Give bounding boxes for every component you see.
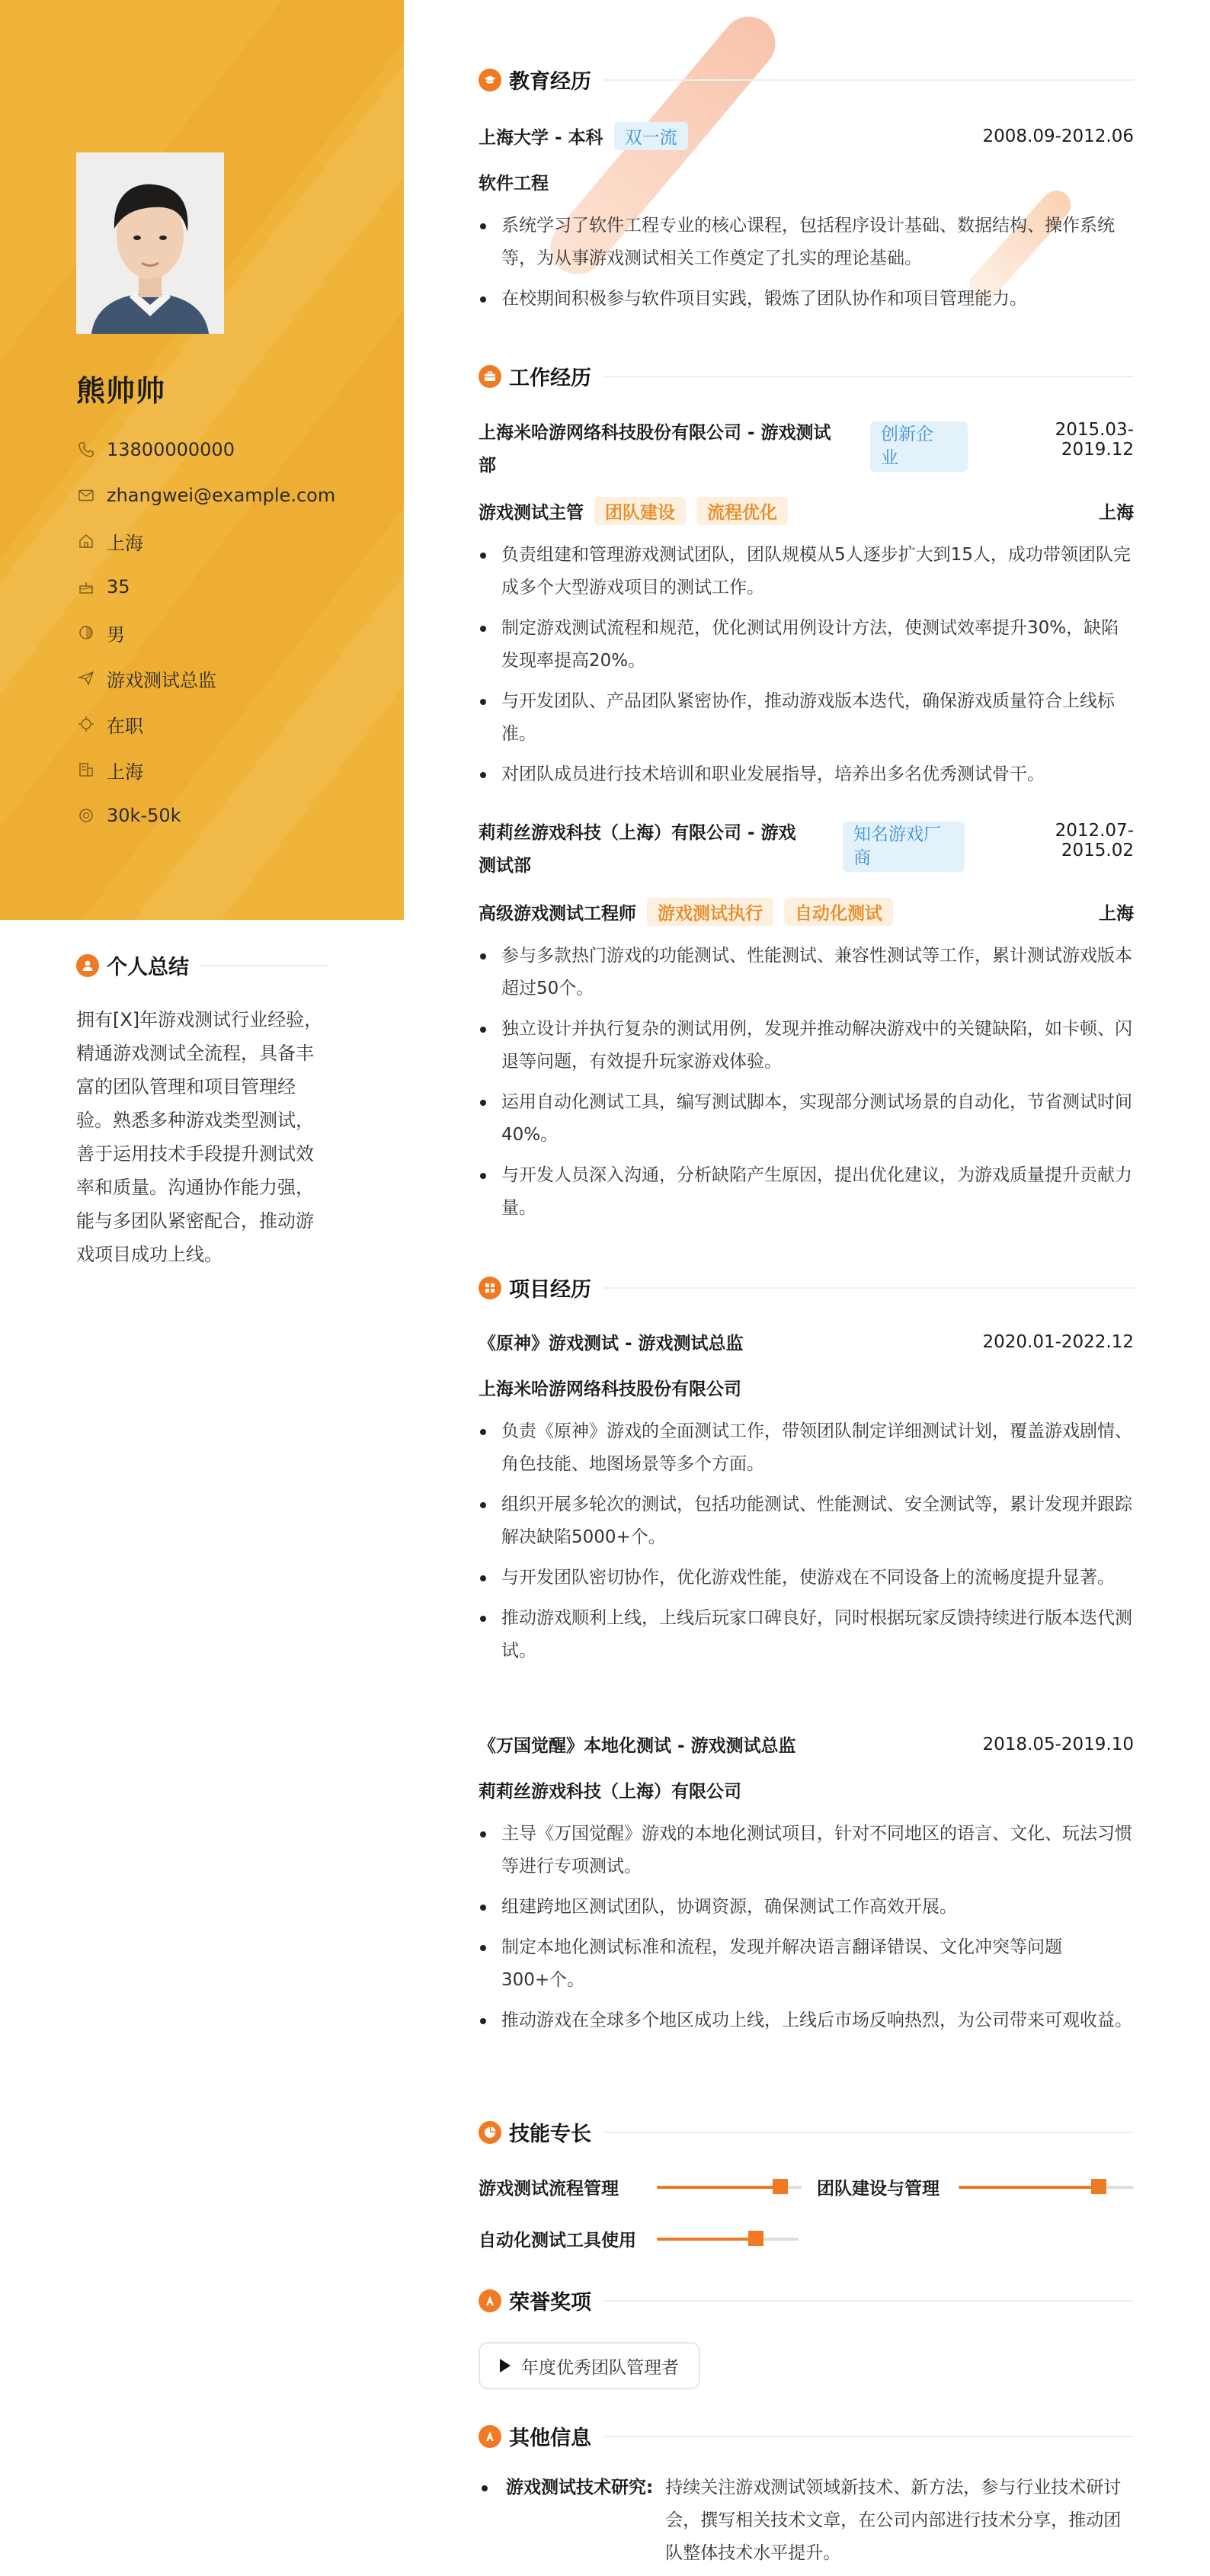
location-text: 上海 xyxy=(107,532,143,554)
other-text: 持续关注游戏测试领域新技术、新方法，参与行业技术研讨会，撰写相关技术文章，在公司内部进行技术分享，推动团队整体技术水平提升。 xyxy=(665,2478,1122,2563)
user-icon xyxy=(76,954,99,977)
company-tag-line: 业 xyxy=(881,448,898,468)
job-bullets xyxy=(479,539,1134,799)
info-phone xyxy=(76,427,396,473)
job-role-row xyxy=(479,898,1134,926)
list-item: 与开发人员深入沟通，分析缺陷产生原因，提出优化建议，为游戏质量提升贡献力量。 xyxy=(479,1159,1134,1225)
project-header-row xyxy=(479,1329,1134,1354)
major-row xyxy=(479,169,1134,194)
divider xyxy=(603,2300,1134,2302)
send-icon xyxy=(76,668,96,688)
education-bullets xyxy=(479,210,1134,323)
contact-info-list xyxy=(76,427,396,838)
skill-bar-fill xyxy=(959,2186,1099,2189)
project-company-row xyxy=(479,1777,1134,1802)
skill-bar xyxy=(959,2186,1134,2189)
job-role-row xyxy=(479,497,1134,525)
major: 软件工程 xyxy=(479,174,549,194)
list-item: 运用自动化测试工具，编写测试脚本，实现部分测试场景的自动化，节省测试时间40%。 xyxy=(479,1086,1134,1152)
info-email xyxy=(76,473,396,518)
list-item: 制定游戏测试流程和规范，优化测试用例设计方法，使测试效率提升30%，缺陷发现率提高20%。 xyxy=(479,612,1134,678)
skill-tag: 团队建设 xyxy=(594,497,686,525)
education-date: 2008.09-2012.06 xyxy=(982,126,1134,146)
honors-title: 荣誉奖项 xyxy=(509,2291,591,2315)
education-header-row xyxy=(479,122,1134,150)
divider xyxy=(603,376,1134,377)
skill-bar-fill xyxy=(657,2238,756,2241)
project-date: 2020.01-2022.12 xyxy=(982,1331,1134,1352)
briefcase-icon xyxy=(479,365,501,388)
list-item: 与开发团队密切协作，优化游戏性能，使游戏在不同设备上的流畅度提升显著。 xyxy=(479,1562,1134,1594)
list-item: 主导《万国觉醒》游戏的本地化测试项目，针对不同地区的语言、文化、玩法习惯等进行专项测试。 xyxy=(479,1818,1134,1883)
skill-tag: 流程优化 xyxy=(696,497,788,525)
divider xyxy=(603,1287,1134,1289)
job-company-line: 莉莉丝游戏科技（上海）有限公司 - 游戏 xyxy=(479,823,796,843)
info-location xyxy=(76,518,396,564)
gender-text: 男 xyxy=(107,623,125,646)
school-tag: 双一流 xyxy=(614,122,688,150)
projects-section-header xyxy=(479,1273,1134,1302)
job-date: 2015.03-2019.12 xyxy=(1055,420,1134,460)
info-icon xyxy=(479,2425,501,2448)
skill-item xyxy=(479,2226,799,2251)
graduation-cap-icon xyxy=(479,69,501,91)
list-item: 制定本地化测试标准和流程，发现并解决语言翻译错误、文化冲突等问题300+个。 xyxy=(479,1931,1134,1997)
summary-title: 个人总结 xyxy=(107,956,189,979)
school-name: 上海大学 - 本科 xyxy=(479,128,603,148)
grid-icon xyxy=(479,1277,501,1299)
phone-icon xyxy=(76,440,96,460)
age-text: 35 xyxy=(107,576,130,598)
building-icon xyxy=(76,760,96,780)
company-tag xyxy=(870,421,968,472)
projects-title: 项目经历 xyxy=(509,1278,591,1302)
company-tag-line: 创新企 xyxy=(881,425,933,444)
cake-icon xyxy=(76,577,96,597)
job-company-line: 测试部 xyxy=(479,856,531,876)
mail-icon xyxy=(76,485,96,505)
divider xyxy=(603,2132,1134,2133)
skill-bar-knob xyxy=(1091,2179,1106,2194)
job-company-line: 上海米哈游网络科技股份有限公司 - 游戏测试 xyxy=(479,423,831,443)
education-section-header xyxy=(479,65,1134,95)
skill-bar-knob xyxy=(748,2231,763,2246)
honors-section-header xyxy=(479,2286,1134,2315)
bullet xyxy=(482,2485,488,2491)
list-item: 参与多款热门游戏的功能测试、性能测试、兼容性测试等工作，累计测试游戏版本超过50个。 xyxy=(479,940,1134,1005)
skills-section-header xyxy=(479,2117,1134,2147)
list-item: 组建跨地区测试团队，协调资源，确保测试工作高效开展。 xyxy=(479,1891,1134,1924)
project-name: 《万国觉醒》本地化测试 - 游戏测试总监 xyxy=(479,1736,796,1756)
project-bullets xyxy=(479,1818,1134,2045)
skill-item xyxy=(817,2174,1134,2200)
project-date: 2018.05-2019.10 xyxy=(982,1734,1134,1754)
project-name: 《原神》游戏测试 - 游戏测试总监 xyxy=(479,1334,744,1354)
company-tag xyxy=(843,822,965,872)
award-label: 年度优秀团队管理者 xyxy=(521,2357,679,2378)
info-city xyxy=(76,747,396,793)
summary-section-header xyxy=(76,950,328,980)
project-company: 莉莉丝游戏科技（上海）有限公司 xyxy=(479,1782,741,1802)
info-status xyxy=(76,701,396,747)
position-text: 游戏测试总监 xyxy=(107,669,216,691)
skill-bar-knob xyxy=(773,2179,788,2194)
project-header-row xyxy=(479,1732,1134,1757)
play-icon xyxy=(500,2359,511,2373)
divider xyxy=(603,79,1134,81)
other-item xyxy=(479,2472,1134,2570)
skill-bar xyxy=(657,2186,802,2189)
list-item: 负责《原神》游戏的全面测试工作，带领团队制定详细测试计划，覆盖游戏剧情、角色技能、地图场景等多个方面。 xyxy=(479,1415,1134,1481)
salary-icon xyxy=(76,806,96,825)
salary-text: 30k-50k xyxy=(107,805,181,826)
job-role: 游戏测试主管 xyxy=(479,503,584,523)
avatar-illustration xyxy=(76,152,224,334)
skill-item xyxy=(479,2174,802,2200)
list-item: 推动游戏顺利上线，上线后玩家口碑良好，同时根据玩家反馈持续进行版本迭代测试。 xyxy=(479,1602,1134,1668)
divider xyxy=(200,965,328,966)
gender-icon xyxy=(76,623,96,642)
list-item: 对团队成员进行技术培训和职业发展指导，培养出多名优秀测试骨干。 xyxy=(479,758,1134,791)
list-item: 在校期间积极参与软件项目实践，锻炼了团队协作和项目管理能力。 xyxy=(479,283,1134,316)
job-role: 高级游戏测试工程师 xyxy=(479,904,636,924)
avatar xyxy=(76,152,224,334)
info-salary xyxy=(76,793,396,838)
skill-name: 团队建设与管理 xyxy=(817,2179,940,2199)
company-tag-line: 商 xyxy=(853,848,871,868)
company-tag-line: 知名游戏厂 xyxy=(853,825,941,844)
chart-icon xyxy=(479,2121,501,2144)
skill-bar-fill xyxy=(657,2186,780,2189)
job-bullets xyxy=(479,940,1134,1232)
award-icon xyxy=(479,2289,501,2312)
list-item: 与开发团队、产品团队紧密协作，推动游戏版本迭代，确保游戏质量符合上线标准。 xyxy=(479,685,1134,751)
skill-bar xyxy=(657,2238,799,2241)
other-label: 游戏测试技术研究: xyxy=(506,2478,654,2498)
status-icon xyxy=(76,714,96,734)
city-text: 上海 xyxy=(107,761,143,783)
sidebar xyxy=(0,0,404,2576)
candidate-name: 熊帅帅 xyxy=(76,374,166,408)
project-company-row xyxy=(479,1375,1134,1400)
phone-text: 13800000000 xyxy=(107,439,235,460)
list-item: 负责组建和管理游戏测试团队，团队规模从5人逐步扩大到15人，成功带领团队完成多个大型游戏项目的测试工作。 xyxy=(479,539,1134,604)
info-age xyxy=(76,564,396,610)
list-item: 系统学习了软件工程专业的核心课程，包括程序设计基础、数据结构、操作系统等，为从事游戏测试相关工作奠定了扎实的理论基础。 xyxy=(479,210,1134,275)
skill-tag: 游戏测试执行 xyxy=(647,898,773,926)
project-company: 上海米哈游网络科技股份有限公司 xyxy=(479,1379,741,1399)
list-item: 推动游戏在全球多个地区成功上线，上线后市场反响热烈，为公司带来可观收益。 xyxy=(479,2004,1134,2037)
status-text: 在职 xyxy=(107,715,143,737)
summary-text: 拥有[X]年游戏测试行业经验，精通游戏测试全流程，具备丰富的团队管理和项目管理经验。熟悉多种游戏类型测试，善于运用技术手段提升测试效率和质量。沟通协作能力强，能与多团队紧密配合，推动游戏项目成功上线。 xyxy=(76,1009,323,1265)
job-company xyxy=(479,417,859,482)
profile-panel xyxy=(0,0,404,920)
other-section-header xyxy=(479,2421,1134,2451)
job-company-line: 部 xyxy=(479,456,496,476)
other-title: 其他信息 xyxy=(509,2427,591,2450)
skill-tag: 自动化测试 xyxy=(784,898,893,926)
work-title: 工作经历 xyxy=(509,367,591,390)
skill-name: 游戏测试流程管理 xyxy=(479,2179,619,2199)
skill-name: 自动化测试工具使用 xyxy=(479,2231,636,2251)
work-section-header xyxy=(479,361,1134,391)
email-text: zhangwei@example.com xyxy=(107,485,336,506)
skills-title: 技能专长 xyxy=(509,2123,591,2146)
list-item: 独立设计并执行复杂的测试用例，发现并推动解决游戏中的关键缺陷，如卡顿、闪退等问题，有效提升玩家游戏体验。 xyxy=(479,1013,1134,1078)
job-city: 上海 xyxy=(1099,904,1134,924)
job-company xyxy=(479,817,829,883)
divider xyxy=(603,2436,1134,2437)
project-bullets xyxy=(479,1415,1134,1675)
info-gender xyxy=(76,610,396,655)
education-title: 教育经历 xyxy=(509,70,591,94)
info-position xyxy=(76,655,396,701)
job-date: 2012.07-2015.02 xyxy=(1055,821,1134,860)
job-city: 上海 xyxy=(1099,503,1134,523)
award-item[interactable] xyxy=(479,2342,700,2389)
list-item: 组织开展多轮次的测试，包括功能测试、性能测试、安全测试等，累计发现并跟踪解决缺陷5000+个。 xyxy=(479,1488,1134,1554)
home-icon xyxy=(76,531,96,551)
